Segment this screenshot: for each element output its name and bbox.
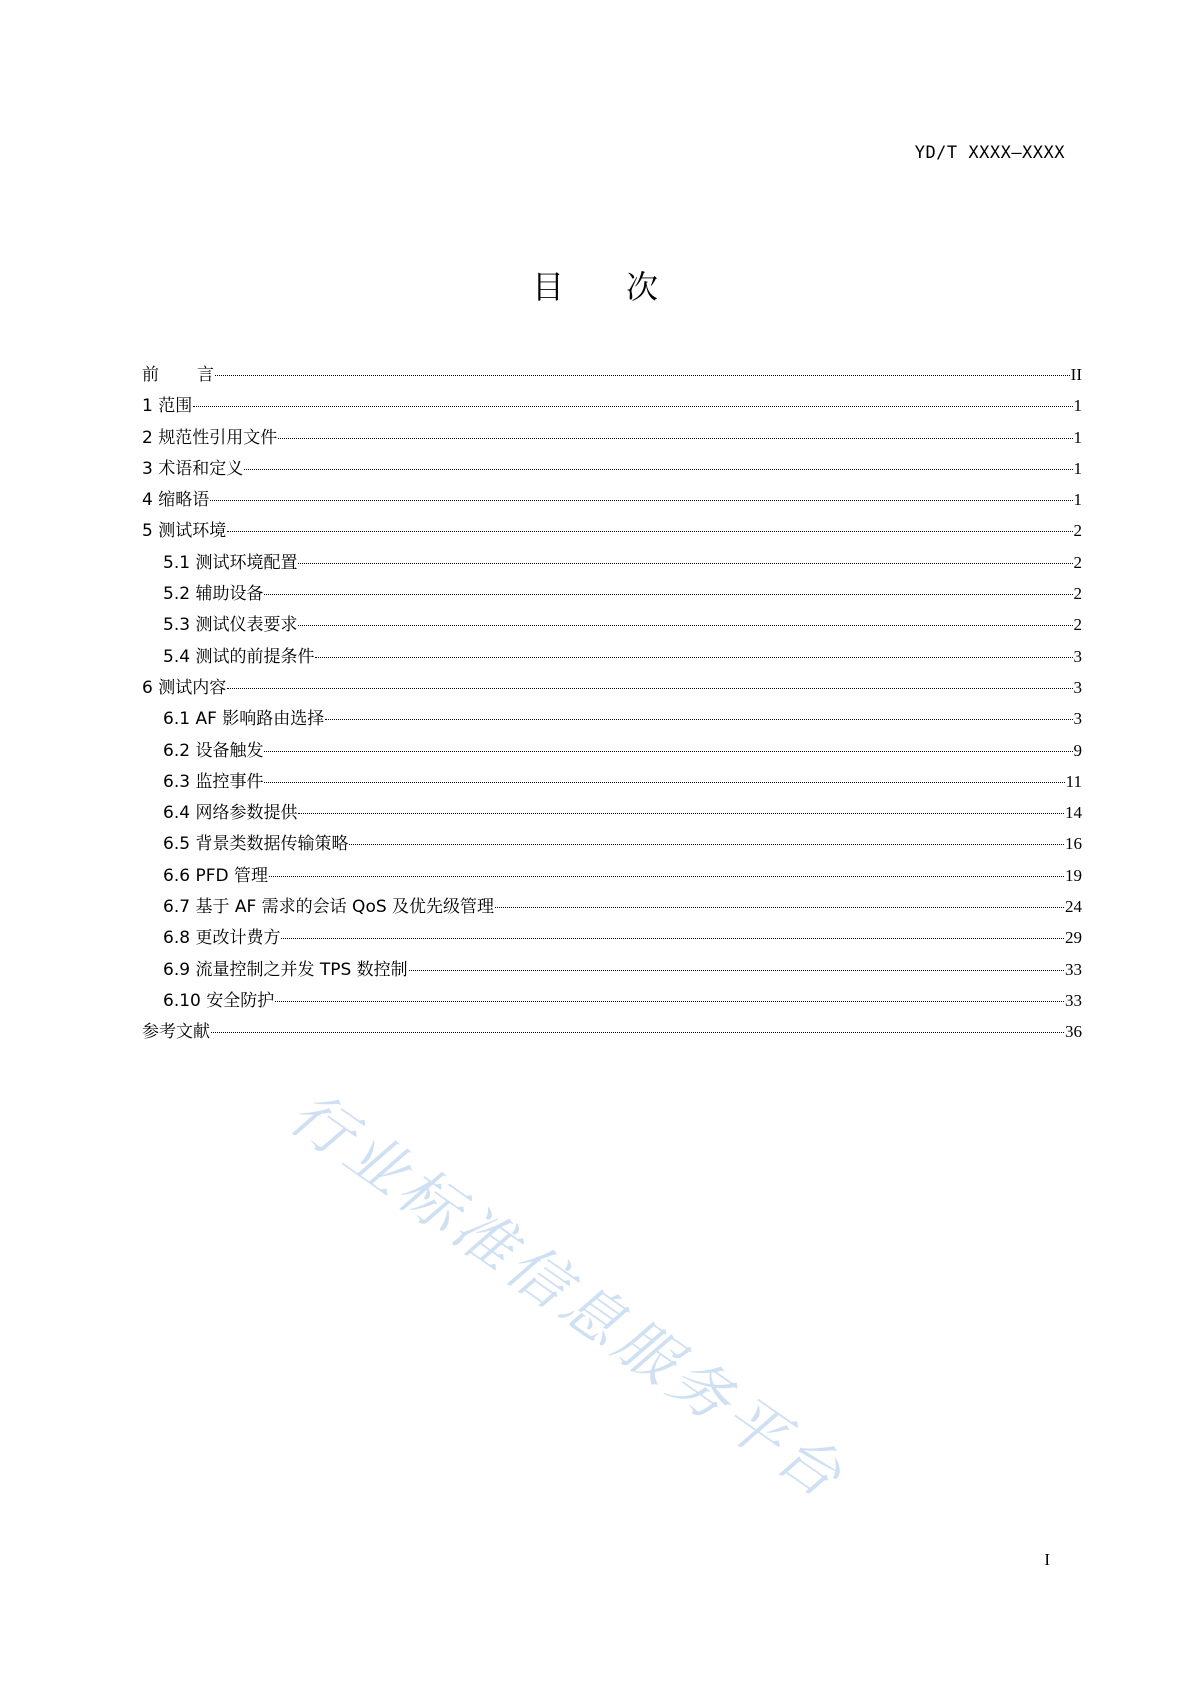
toc-entry-page: 3 [1073,677,1082,697]
page-number: I [1044,1550,1050,1569]
toc-entry-page: 16 [1065,834,1082,854]
toc-entry[interactable] [142,673,1082,704]
page-title [0,262,1190,308]
dot-leader [325,719,1072,720]
toc-entry-page: 2 [1073,615,1082,635]
toc-entry-label: 6.9 流量控制之并发 TPS 数控制 [163,959,408,980]
toc-entry-page: 1 [1073,396,1082,416]
toc-entry-page: 36 [1065,1022,1082,1042]
toc-entry-label: 6.5 背景类数据传输策略 [163,834,349,855]
toc-entry-page: 3 [1073,646,1082,666]
dot-leader [215,375,1070,376]
dot-leader [244,469,1072,470]
dot-leader [227,688,1072,689]
toc-entry-label: 6.7 基于 AF 需求的会话 QoS 及优先级管理 [163,897,495,918]
standard-number: YD/T XXXX—XXXX [914,143,1065,163]
toc-entry[interactable] [142,423,1082,454]
toc-entry-page: 33 [1065,990,1082,1010]
toc-entry-label: 6.4 网络参数提供 [163,803,298,824]
title-char-1: 目 [531,268,564,306]
toc-entry-page: 2 [1073,552,1082,572]
toc-entry-label: 4 缩略语 [142,490,210,511]
watermark: 行业标准信息服务平台 [277,1078,858,1515]
table-of-contents [142,360,1082,1049]
toc-entry-label: 6.1 AF 影响路由选择 [163,709,325,730]
toc-entry-label [142,360,214,385]
toc-entry-page: 2 [1073,521,1082,541]
toc-entry-label: 5.3 测试仪表要求 [163,615,298,636]
toc-entry[interactable] [142,391,1082,422]
toc-entry-page: 3 [1073,709,1082,729]
toc-entry-page: 19 [1065,865,1082,885]
toc-entry[interactable] [142,516,1082,547]
toc-entry-label: 参考文献 [142,1022,210,1043]
toc-entry[interactable] [142,767,1082,798]
toc-entry-label: 2 规范性引用文件 [142,427,278,448]
toc-entry[interactable] [142,955,1082,986]
toc-entry-label: 3 术语和定义 [142,458,244,479]
toc-entry[interactable] [142,1017,1082,1048]
toc-entry-page: 1 [1073,490,1082,510]
toc-entry[interactable] [142,892,1082,923]
toc-entry[interactable] [142,485,1082,516]
toc-entry-label: 5 测试环境 [142,521,227,542]
toc-entry-label: 6.6 PFD 管理 [163,865,268,886]
toc-entry[interactable] [142,704,1082,735]
toc-entry-page: 2 [1073,584,1082,604]
toc-entry[interactable] [142,829,1082,860]
dot-leader [210,500,1072,501]
toc-entry-label: 6.8 更改计费方 [163,928,281,949]
title-char-2: 次 [626,268,659,306]
toc-entry[interactable] [142,642,1082,673]
toc-entry[interactable] [142,579,1082,610]
toc-entry-page: 29 [1065,928,1082,948]
dot-leader [275,1001,1064,1002]
toc-entry[interactable] [142,454,1082,485]
toc-entry-page: 1 [1073,427,1082,447]
dot-leader [264,594,1072,595]
toc-entry-label: 5.4 测试的前提条件 [163,646,315,667]
toc-entry[interactable] [142,923,1082,954]
toc-entry-label: 6.3 监控事件 [163,771,264,792]
dot-leader [281,938,1064,939]
dot-leader [298,625,1072,626]
dot-leader [349,844,1064,845]
toc-entry-page: 1 [1073,458,1082,478]
toc-entry[interactable] [142,798,1082,829]
dot-leader [193,406,1072,407]
toc-entry-label: 6 测试内容 [142,677,227,698]
dot-leader [269,876,1064,877]
toc-entry-label: 5.1 测试环境配置 [163,552,298,573]
toc-entry[interactable] [142,610,1082,641]
toc-entry-page: 24 [1065,897,1082,917]
toc-entry-page: 14 [1065,803,1082,823]
dot-leader [264,751,1072,752]
toc-entry[interactable] [142,548,1082,579]
dot-leader [315,657,1072,658]
toc-entry-page: 11 [1065,771,1082,791]
toc-entry-label-part: 前 [142,365,159,385]
toc-entry-page: 9 [1073,740,1082,760]
toc-entry[interactable] [142,861,1082,892]
toc-entry-label-part: 言 [197,365,214,385]
dot-leader [409,970,1064,971]
toc-entry[interactable] [142,360,1082,391]
toc-entry[interactable] [142,736,1082,767]
dot-leader [264,782,1064,783]
toc-entry-label: 6.10 安全防护 [163,990,275,1011]
toc-entry[interactable] [142,986,1082,1017]
toc-entry-page: 33 [1065,959,1082,979]
dot-leader [298,813,1064,814]
toc-entry-label: 5.2 辅助设备 [163,584,264,605]
toc-entry-page: II [1070,365,1082,384]
dot-leader [495,907,1064,908]
dot-leader [211,1032,1064,1033]
toc-entry-label: 6.2 设备触发 [163,740,264,761]
dot-leader [227,531,1072,532]
toc-entry-label: 1 范围 [142,396,193,417]
dot-leader [298,563,1072,564]
dot-leader [278,438,1072,439]
